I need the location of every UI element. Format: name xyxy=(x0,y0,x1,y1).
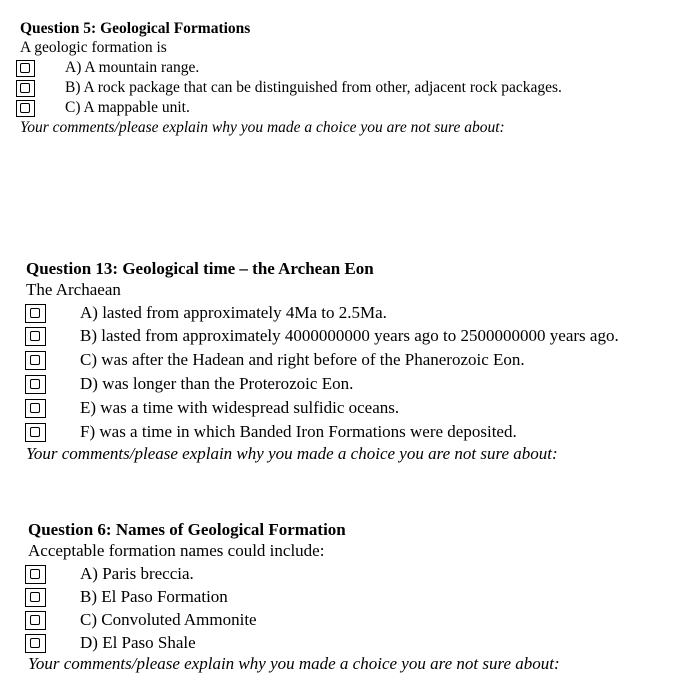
checkbox[interactable] xyxy=(25,375,46,394)
option-f[interactable] xyxy=(0,422,678,444)
option-b[interactable] xyxy=(0,587,678,609)
checkbox[interactable] xyxy=(25,399,46,418)
checkbox[interactable] xyxy=(16,80,35,97)
comment-prompt: Your comments/please explain why you made a choice you are not sure about: xyxy=(26,444,558,463)
option-b[interactable] xyxy=(0,79,678,99)
question-stem: The Archaean xyxy=(26,280,121,299)
checkbox[interactable] xyxy=(16,60,35,77)
option-c[interactable] xyxy=(0,99,678,119)
checkbox-box-icon xyxy=(30,615,40,625)
option-c[interactable] xyxy=(0,610,678,632)
checkbox-box-icon xyxy=(30,592,40,602)
checkbox[interactable] xyxy=(25,565,46,584)
question-stem: Acceptable formation names could include: xyxy=(28,541,325,560)
checkbox[interactable] xyxy=(25,611,46,630)
option-label: B) A rock package that can be distinguished from other, adjacent rock packages. xyxy=(65,79,562,96)
question-stem: A geologic formation is xyxy=(20,39,167,56)
option-label: A) A mountain range. xyxy=(65,59,200,76)
option-a[interactable] xyxy=(0,303,678,325)
checkbox-box-icon xyxy=(30,308,40,318)
checkbox-box-icon xyxy=(20,103,30,113)
checkbox-box-icon xyxy=(30,355,40,365)
question-title: Question 13: Geological time – the Archean Eon xyxy=(26,259,374,278)
question-title: Question 6: Names of Geological Formation xyxy=(28,520,346,539)
option-label: B) El Paso Formation xyxy=(80,587,228,606)
checkbox[interactable] xyxy=(25,351,46,370)
option-a[interactable] xyxy=(0,564,678,586)
option-b[interactable] xyxy=(0,326,678,348)
comment-prompt: Your comments/please explain why you made a choice you are not sure about: xyxy=(28,654,560,673)
option-d[interactable] xyxy=(0,374,678,396)
checkbox-box-icon xyxy=(30,569,40,579)
checkbox[interactable] xyxy=(16,100,35,117)
option-label: D) was longer than the Proterozoic Eon. xyxy=(80,374,354,393)
checkbox-box-icon xyxy=(30,427,40,437)
option-label: C) Convoluted Ammonite xyxy=(80,610,257,629)
option-label: F) was a time in which Banded Iron Formations were deposited. xyxy=(80,422,517,441)
option-label: A) lasted from approximately 4Ma to 2.5Ma. xyxy=(80,303,387,322)
checkbox[interactable] xyxy=(25,304,46,323)
checkbox[interactable] xyxy=(25,634,46,653)
option-c[interactable] xyxy=(0,350,678,372)
checkbox-box-icon xyxy=(30,638,40,648)
checkbox[interactable] xyxy=(25,327,46,346)
option-label: E) was a time with widespread sulfidic oceans. xyxy=(80,398,400,417)
checkbox-box-icon xyxy=(30,403,40,413)
question-title: Question 5: Geological Formations xyxy=(20,20,251,37)
option-label: C) A mappable unit. xyxy=(65,99,190,116)
option-d[interactable] xyxy=(0,633,678,655)
checkbox-box-icon xyxy=(20,83,30,93)
checkbox[interactable] xyxy=(25,588,46,607)
option-label: A) Paris breccia. xyxy=(80,564,194,583)
option-a[interactable] xyxy=(0,59,678,79)
option-label: C) was after the Hadean and right before of the Phanerozoic Eon. xyxy=(80,350,525,369)
option-e[interactable] xyxy=(0,398,678,420)
option-label: B) lasted from approximately 4000000000 years ago to 2500000000 years ago. xyxy=(80,326,619,345)
checkbox-box-icon xyxy=(20,63,30,73)
checkbox-box-icon xyxy=(30,331,40,341)
option-label: D) El Paso Shale xyxy=(80,633,196,652)
comment-prompt: Your comments/please explain why you made a choice you are not sure about: xyxy=(20,119,505,136)
checkbox[interactable] xyxy=(25,423,46,442)
checkbox-box-icon xyxy=(30,379,40,389)
